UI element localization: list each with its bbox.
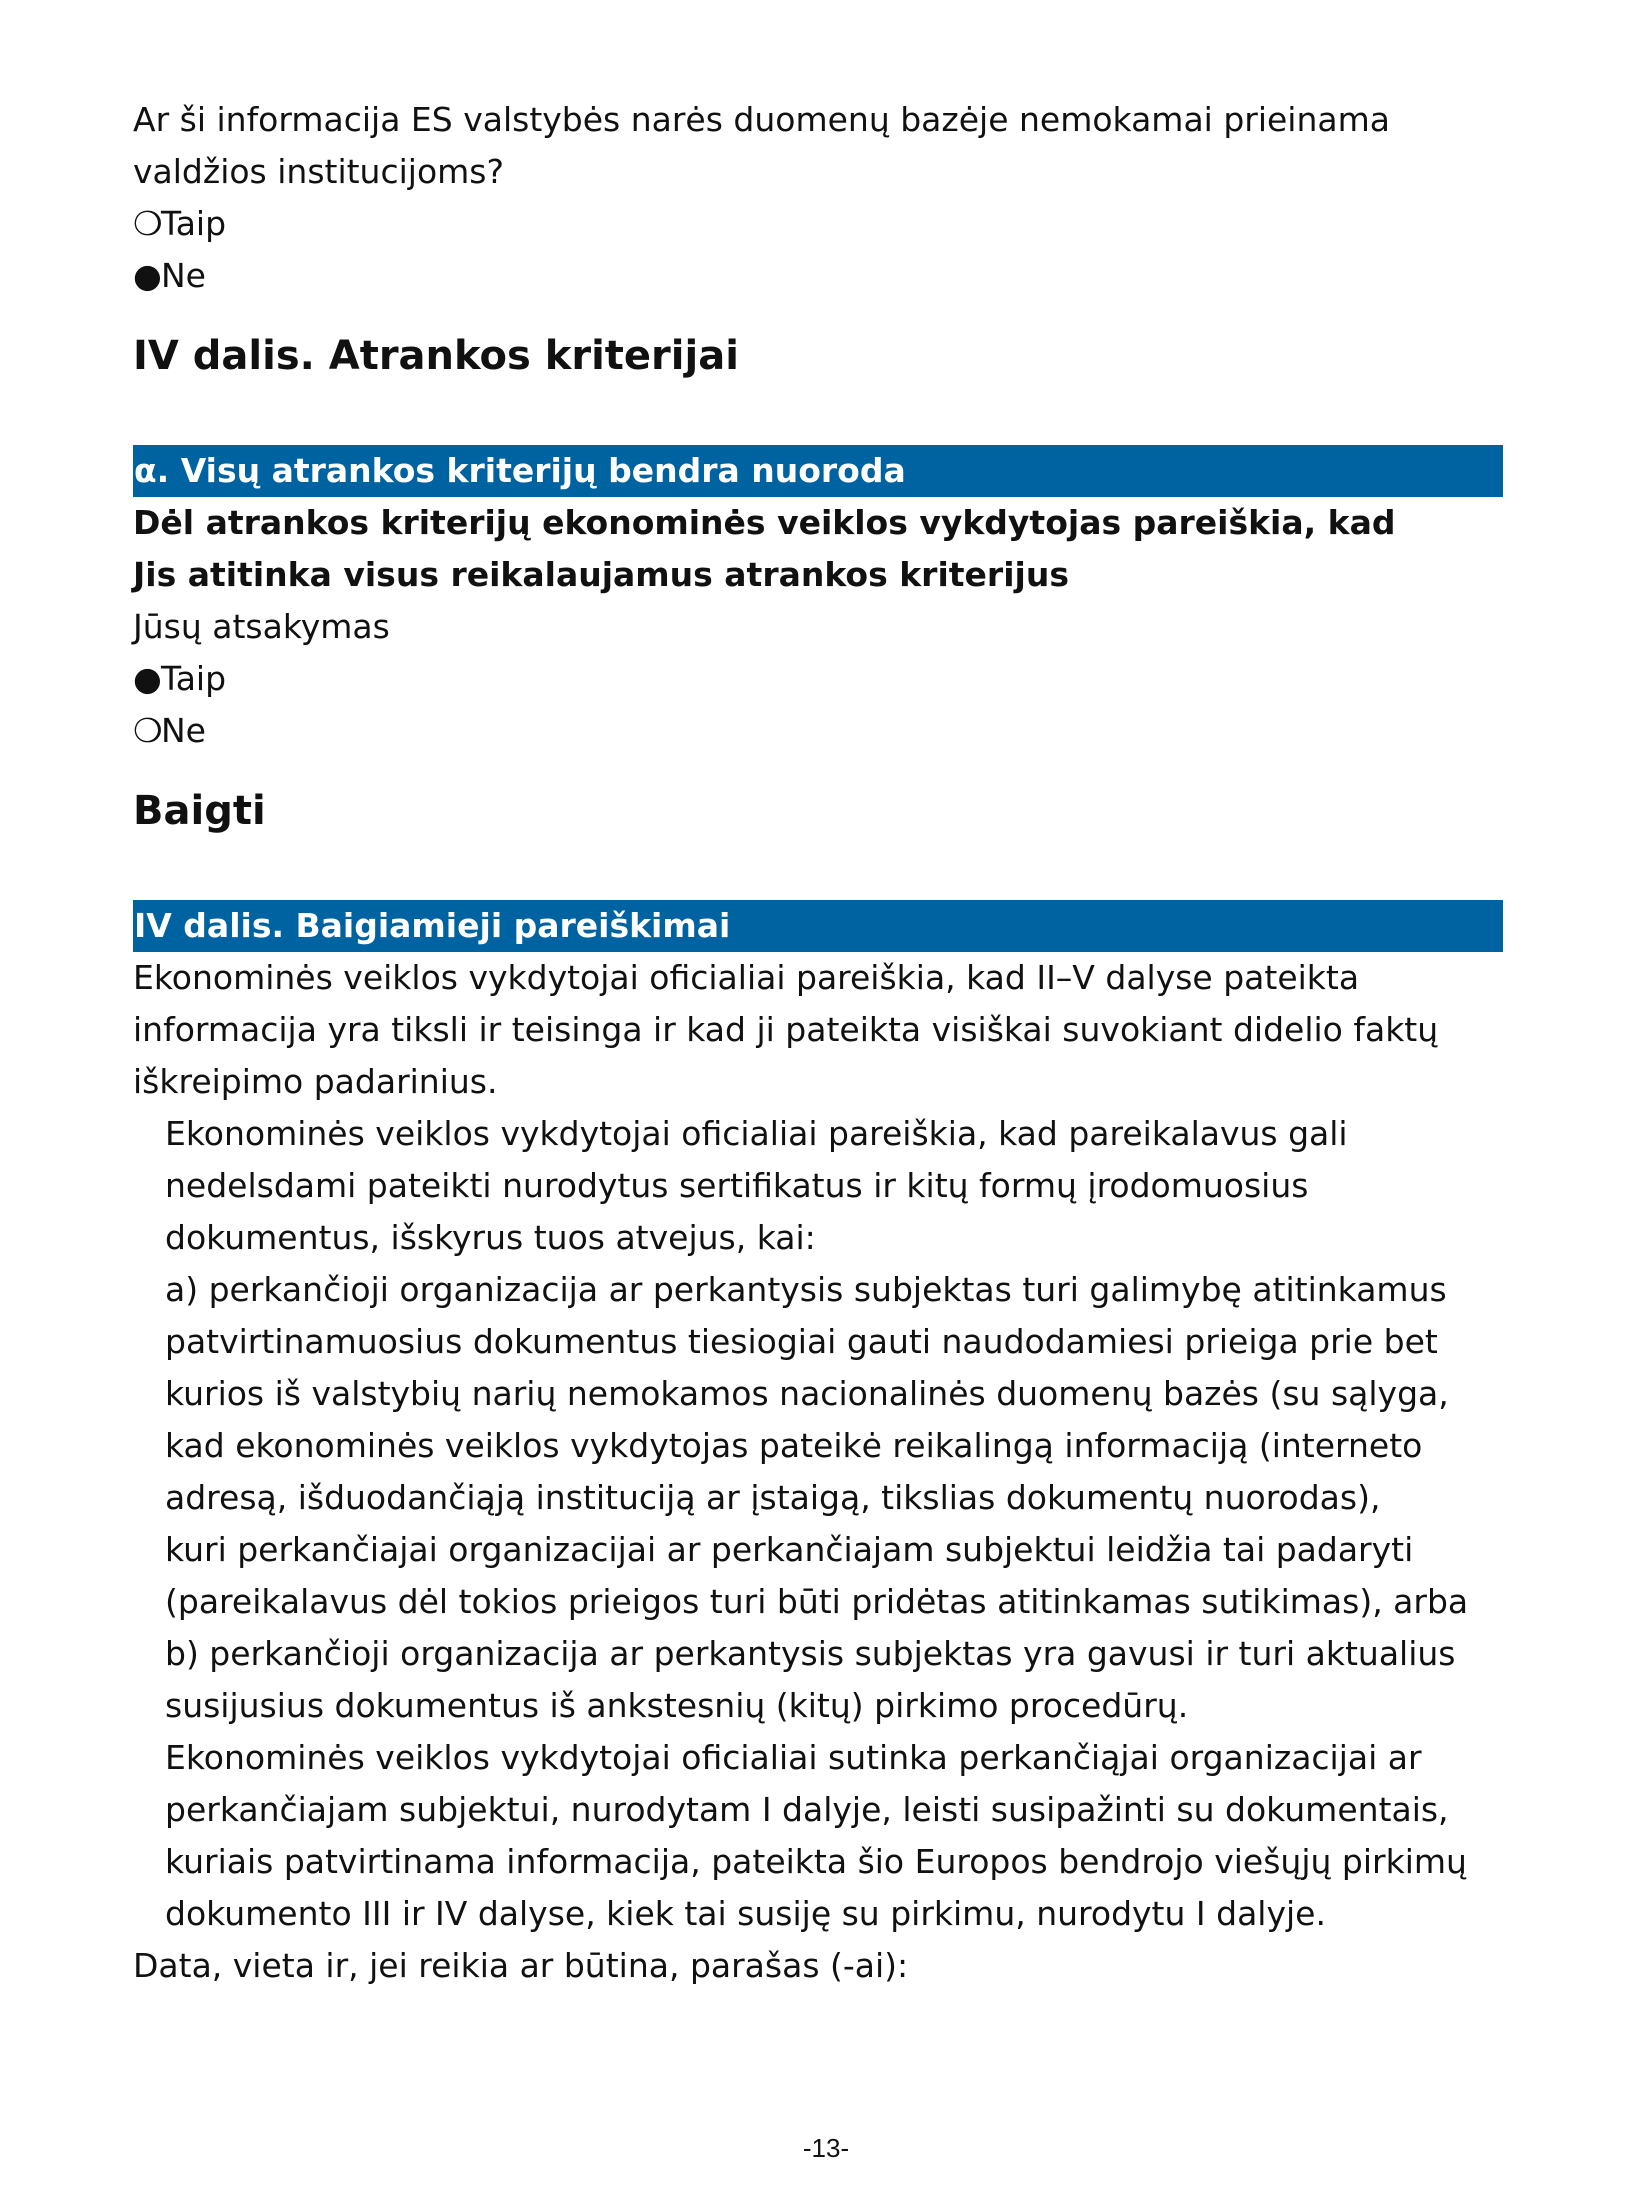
final-statements-band: IV dalis. Baigiamieji pareiškimai [133,900,1503,952]
statement-line: dokumentus, išskyrus tuos atvejus, kai: [165,1218,816,1257]
statement-line: (pareikalavus dėl tokios prieigos turi būti pridėtas atitinkamas sutikimas), arba [165,1582,1469,1621]
statement-line: perkančiajam subjektui, nurodytam I dalyje, leisti susipažinti su dokumentais, [165,1790,1449,1829]
statement-line: kuriais patvirtinama informacija, pateikta šio Europos bendrojo viešųjų pirkimų [165,1842,1467,1881]
statement-line: Ekonominės veiklos vykdytojai oficialiai pareiškia, kad pareikalavus gali [165,1114,1348,1153]
criteria-statement-line: Jis atitinka visus reikalaujamus atrankos kriterijus [133,555,1069,594]
statement-line: Ekonominės veiklos vykdytojai oficialiai sutinka perkančiąjai organizacijai ar [165,1738,1422,1777]
statement-line: dokumento III ir IV dalyse, kiek tai susiję su pirkimu, nurodytu I dalyje. [165,1894,1326,1933]
section-alpha [133,445,1503,757]
intro-line: informacija yra tiksli ir teisinga ir kad ji pateikta visiškai suvokiant didelio faktų [133,1010,1439,1049]
finish-heading: Baigti [133,788,266,834]
radio-option-taip[interactable] [133,653,1503,705]
radio-option-ne[interactable] [133,705,1503,757]
section-alpha-band: α. Visų atrankos kriterijų bendra nuoroda [133,445,1503,497]
statement-line: kurios iš valstybių narių nemokamos nacionalinės duomenų bazės (su sąlyga, [165,1374,1449,1413]
radio-option-label: Ne [161,256,206,295]
answer-label: Jūsų atsakymas [133,607,390,646]
statement-line: a) perkančioji organizacija ar perkantysis subjektas turi galimybę atitinkamus [165,1270,1447,1309]
statement-line: patvirtinamuosius dokumentus tiesiogiai gauti naudodamiesi prieiga prie bet [165,1322,1438,1361]
statement-line: kuri perkančiajai organizacijai ar perkančiajam subjektui leidžia tai padaryti [165,1530,1414,1569]
statement-line: susijusius dokumentus iš ankstesnių (kitų) pirkimo procedūrų. [165,1686,1189,1725]
radio-option-label: Ne [161,711,206,750]
radio-option-ne[interactable] [133,250,1503,302]
page-number: -13- [802,2133,850,2163]
radio-unselected-icon: ❍ [133,711,163,750]
radio-unselected-icon: ❍ [133,204,163,243]
part-iv-heading: IV dalis. Atrankos kriterijai [133,333,739,379]
radio-selected-icon: ● [133,256,162,295]
document-page [133,94,1503,1992]
signature-line: Data, vieta ir, jei reikia ar būtina, parašas (-ai): [133,1946,909,1985]
statement-line: nedelsdami pateikti nurodytus sertifikatus ir kitų formų įrodomuosius [165,1166,1309,1205]
criteria-statement-line: Dėl atrankos kriterijų ekonominės veiklos vykdytojas pareiškia, kad [133,503,1396,542]
intro-line: Ekonominės veiklos vykdytojai oficialiai pareiškia, kad II–V dalyse pateikta [133,958,1360,997]
indented-statements [133,1108,1503,1940]
intro-line: iškreipimo padarinius. [133,1062,498,1101]
question-line: Ar ši informacija ES valstybės narės duomenų bazėje nemokamai prieinama [133,100,1390,139]
radio-option-label: Taip [161,204,227,243]
radio-option-taip[interactable] [133,198,1503,250]
radio-selected-icon: ● [133,659,162,698]
question-block [133,94,1503,302]
final-statements-section [133,900,1503,1992]
statement-line: kad ekonominės veiklos vykdytojas pateikė reikalingą informaciją (interneto [165,1426,1423,1465]
radio-option-label: Taip [161,659,227,698]
statement-line: b) perkančioji organizacija ar perkantysis subjektas yra gavusi ir turi aktualius [165,1634,1456,1673]
statement-line: adresą, išduodančiąją instituciją ar įstaigą, tikslias dokumentų nuorodas), [165,1478,1381,1517]
question-line: valdžios institucijoms? [133,152,504,191]
